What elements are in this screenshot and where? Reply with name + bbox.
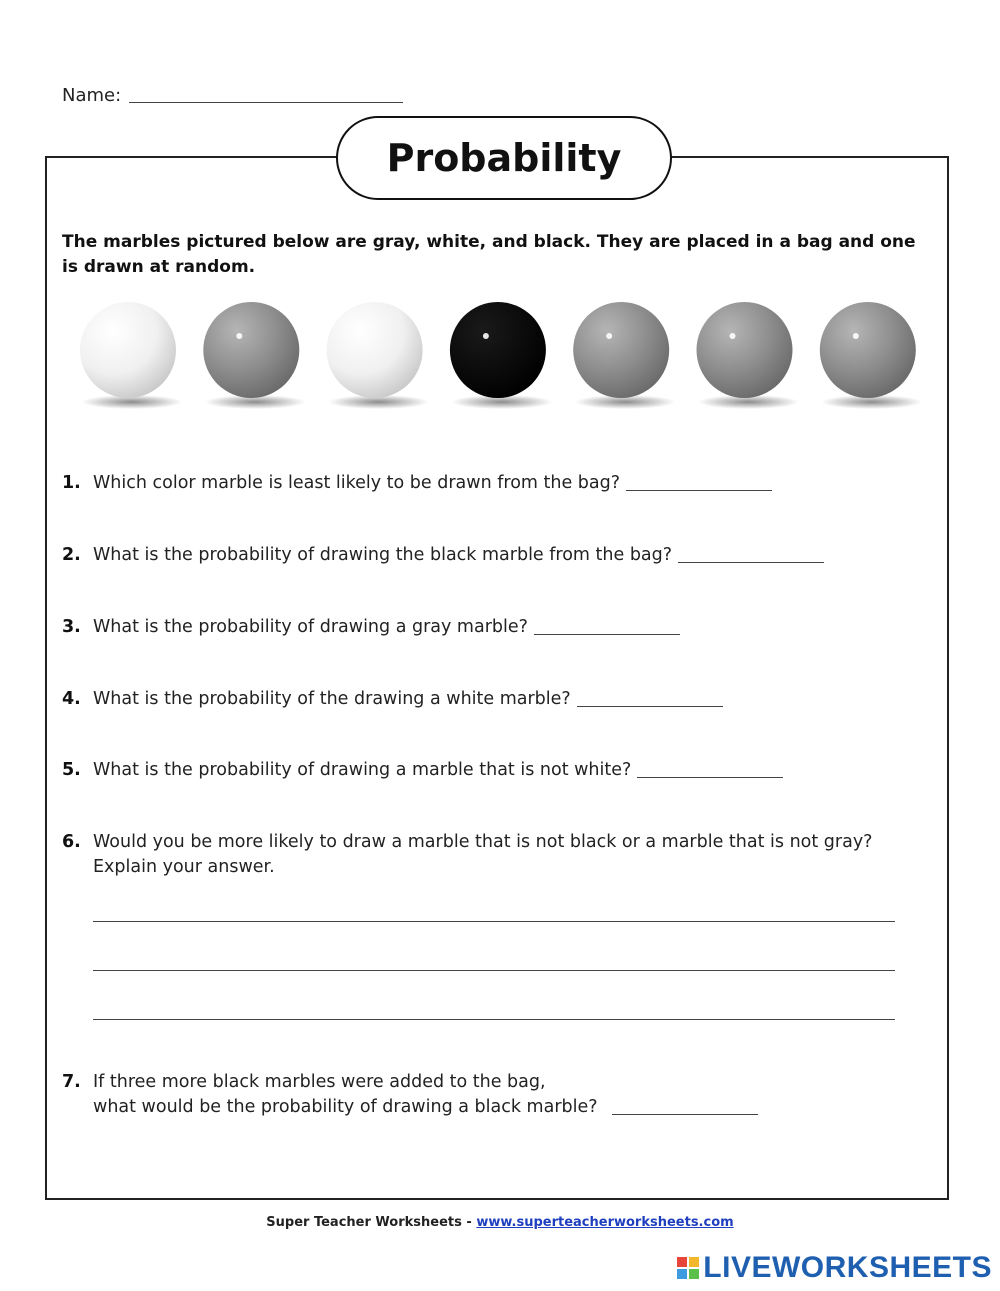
question-text-line-2: what would be the probability of drawing a black marble? [93,1097,598,1117]
marble-highlight [606,333,612,339]
question-text: Which color marble is least likely to be drawn from the bag? [93,473,621,493]
marble-gray [820,302,916,398]
question-4 [62,687,942,712]
question-2 [62,543,942,568]
question-number: 2. [62,545,81,565]
question-3 [62,615,942,640]
question-text: What is the probability of drawing a gray marble? [93,617,528,637]
answer-blank-5[interactable] [637,759,783,778]
question-number: 6. [62,832,81,852]
name-label: Name: [62,85,122,106]
question-number: 7. [62,1072,81,1092]
marble-highlight [730,333,736,339]
marble-highlight [236,333,242,339]
footer [0,1215,1000,1230]
page-title: Probability [336,116,672,200]
answer-blank-7[interactable] [612,1096,758,1115]
question-5 [62,758,942,783]
question-text: What is the probability of drawing a marble that is not white? [93,760,632,780]
logo-cubes-icon [677,1257,699,1279]
marble-highlight [483,333,489,339]
question-number: 5. [62,760,81,780]
marble-gray [203,302,299,398]
marble-highlight [853,333,859,339]
marble-gray [573,302,669,398]
answer-line-3[interactable] [93,1019,895,1020]
marble-white [327,302,423,398]
question-text: What is the probability of drawing the black marble from the bag? [93,545,673,565]
answer-blank-2[interactable] [678,544,824,563]
intro-text: The marbles pictured below are gray, white, and black. They are placed in a bag and one is drawn at random. [62,232,916,277]
footer-source: Super Teacher Worksheets - [266,1215,472,1230]
question-number: 4. [62,689,81,709]
question-6 [62,830,932,880]
footer-link[interactable]: www.superteacherworksheets.com [476,1215,734,1230]
question-1 [62,471,942,496]
marble-white [80,302,176,398]
answer-blank-1[interactable] [626,472,772,491]
answer-blank-4[interactable] [577,688,723,707]
logo-text: LIVEWORKSHEETS [703,1251,992,1284]
liveworksheets-logo [677,1251,992,1285]
marbles-row [0,0,1000,430]
marble-gray [697,302,793,398]
question-number: 3. [62,617,81,637]
answer-blank-3[interactable] [534,616,680,635]
question-number: 1. [62,473,81,493]
answer-line-2[interactable] [93,970,895,971]
question-text-line-1: If three more black marbles were added to the bag, [93,1072,546,1092]
marble-black [450,302,546,398]
question-text: Would you be more likely to draw a marble that is not black or a marble that is not gray? Explain your answer. [93,832,873,877]
question-text: What is the probability of the drawing a white marble? [93,689,571,709]
answer-line-1[interactable] [93,921,895,922]
question-7 [62,1070,942,1120]
